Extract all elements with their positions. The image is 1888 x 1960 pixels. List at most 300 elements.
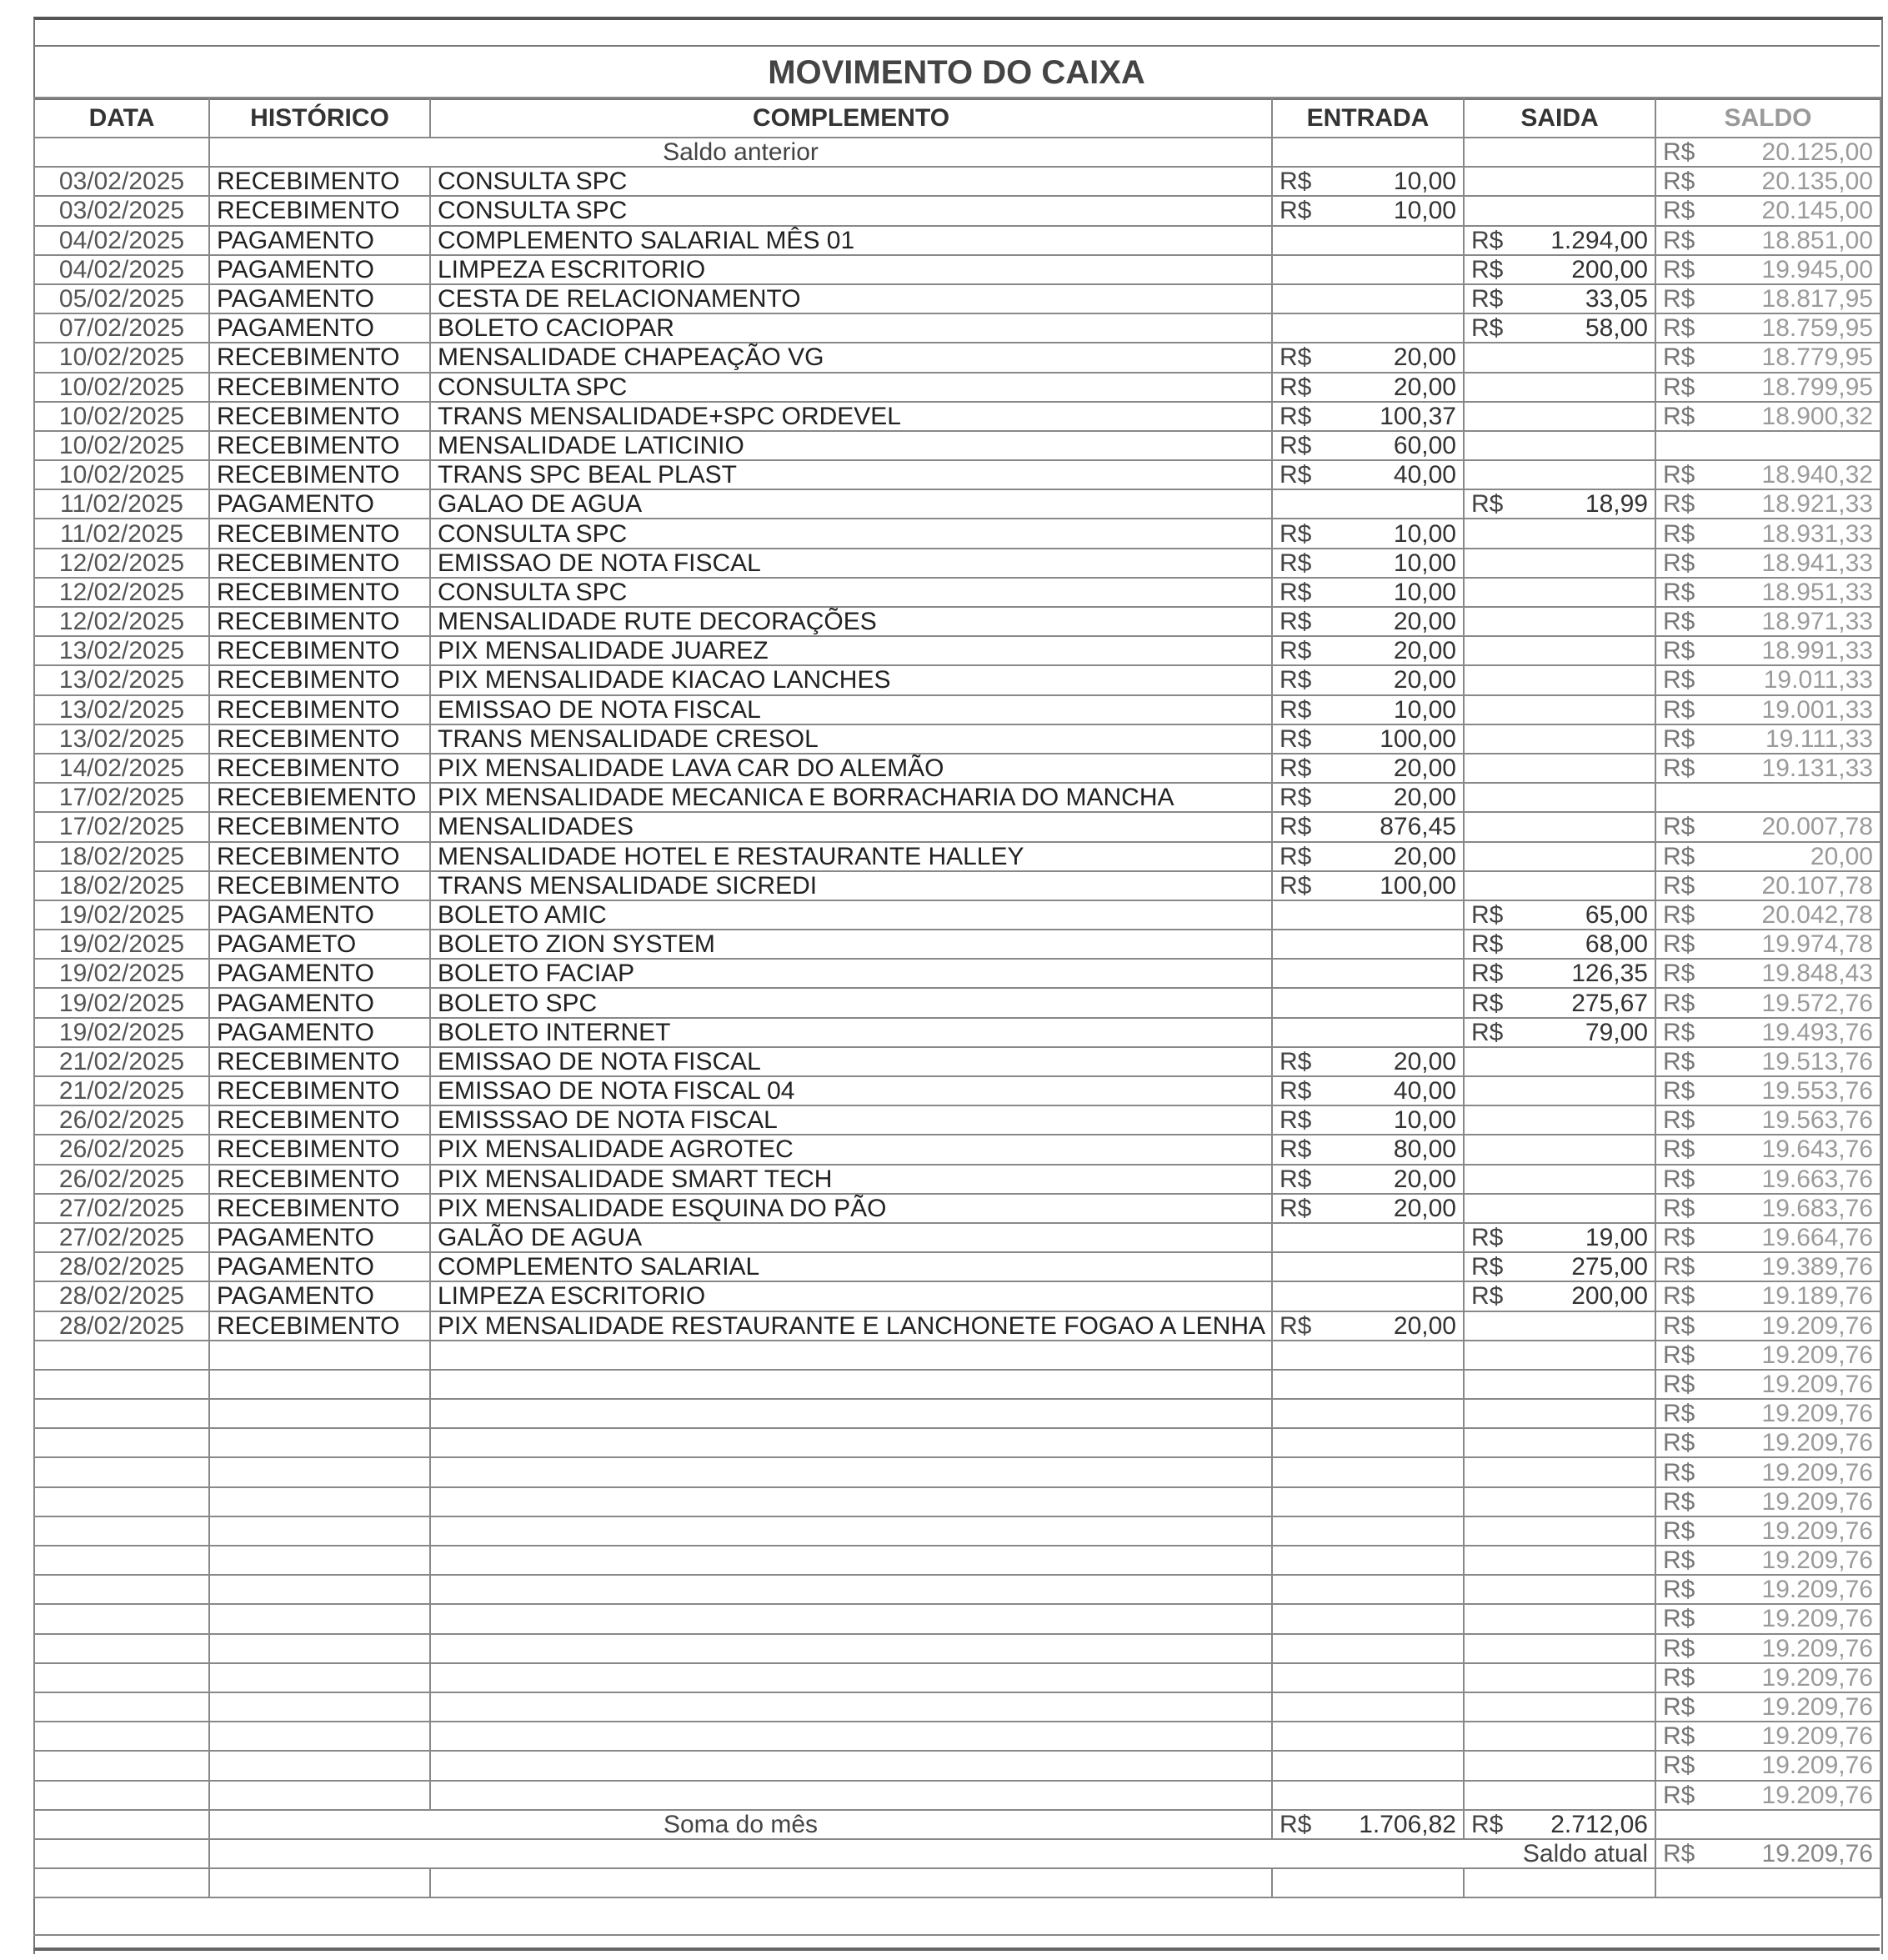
cell-empty [1272, 1341, 1464, 1370]
cell-complement: BOLETO AMIC [430, 900, 1272, 930]
cell-empty [209, 1868, 430, 1897]
table-row [34, 1105, 1880, 1135]
cell-empty [430, 1399, 1272, 1428]
cell-entry: 20,00 [1393, 1194, 1456, 1222]
cell-exit-cell [1464, 1194, 1655, 1223]
cell-empty [1464, 1457, 1655, 1486]
cell-balance-cell [1655, 373, 1880, 402]
cell-empty [1464, 1781, 1655, 1810]
cell-empty [1272, 1781, 1464, 1810]
cell-empty [1272, 1663, 1464, 1692]
cell-complement: PIX MENSALIDADE LAVA CAR DO ALEMÃO [430, 754, 1272, 783]
cell-entry: 20,00 [1393, 666, 1456, 694]
currency-symbol: R$ [1663, 1341, 1695, 1369]
cell-date: 19/02/2025 [34, 1018, 209, 1047]
cell-date: 21/02/2025 [34, 1076, 209, 1105]
cell-entry-cell [1272, 1311, 1464, 1341]
cell-balance: 20.107,78 [1761, 871, 1873, 900]
currency-symbol: R$ [1663, 1839, 1695, 1867]
cell-balance-cell [1655, 1516, 1880, 1546]
cell-balance: 20,00 [1810, 842, 1873, 870]
cell-exit-cell [1464, 1047, 1655, 1076]
currency-symbol: R$ [1663, 1253, 1695, 1281]
cell-history: PAGAMENTO [209, 1018, 430, 1047]
cell-exit-cell [1464, 812, 1655, 841]
cell-exit: 126,35 [1571, 960, 1648, 988]
cell-exit-cell [1464, 871, 1655, 900]
cell-complement: CONSULTA SPC [430, 196, 1272, 225]
cell-entry-cell [1272, 489, 1464, 519]
totals-exit: 2.712,06 [1550, 1810, 1648, 1838]
currency-symbol: R$ [1663, 1458, 1695, 1486]
currency-symbol: R$ [1280, 1165, 1312, 1193]
cell-history: RECEBIMENTO [209, 636, 430, 665]
cell-date: 19/02/2025 [34, 959, 209, 988]
cell-empty [1464, 1692, 1655, 1722]
cell-history: RECEBIMENTO [209, 695, 430, 724]
currency-symbol: R$ [1280, 1194, 1312, 1222]
cell-empty [430, 1604, 1272, 1633]
empty-table-row [34, 1546, 1880, 1575]
currency-symbol: R$ [1663, 900, 1695, 929]
cell-balance-cell [1655, 871, 1880, 900]
currency-symbol: R$ [1471, 1810, 1504, 1838]
cell-exit-cell [1464, 1135, 1655, 1164]
currency-symbol: R$ [1663, 608, 1695, 636]
cell-balance: 19.493,76 [1761, 1018, 1873, 1046]
cell-balance-cell [1655, 988, 1880, 1017]
table-row [34, 636, 1880, 665]
currency-symbol: R$ [1663, 724, 1695, 753]
cell-empty [1272, 1692, 1464, 1722]
cell-complement: BOLETO CACIOPAR [430, 313, 1272, 343]
cell-balance-cell [1655, 402, 1880, 431]
currency-symbol: R$ [1471, 255, 1504, 283]
cell-exit-cell [1464, 578, 1655, 607]
cell-balance-cell [1655, 489, 1880, 519]
empty-table-row [34, 1487, 1880, 1516]
cell-history: RECEBIMENTO [209, 1076, 430, 1105]
currency-symbol: R$ [1663, 1400, 1695, 1428]
cell-balance-cell [1655, 754, 1880, 783]
cell-balance-cell [1655, 1281, 1880, 1311]
cell-exit: 58,00 [1585, 314, 1648, 343]
cell-history: RECEBIMENTO [209, 812, 430, 841]
cell-balance: 19.209,76 [1761, 1516, 1873, 1545]
currency-symbol: R$ [1663, 1693, 1695, 1722]
cell-balance: 19.189,76 [1761, 1282, 1873, 1311]
cell-empty [430, 1428, 1272, 1457]
cell-exit-cell [1464, 1165, 1655, 1194]
cell-empty [34, 1781, 209, 1810]
table-row [34, 871, 1880, 900]
cell-entry: 80,00 [1393, 1135, 1456, 1164]
cell-history: PAGAMENTO [209, 1281, 430, 1311]
cell-entry: 100,00 [1380, 871, 1456, 900]
cell-balance: 18.991,33 [1761, 637, 1873, 665]
currency-symbol: R$ [1280, 666, 1312, 694]
cell-balance: 19.111,33 [1765, 724, 1873, 753]
empty-table-row [34, 1634, 1880, 1663]
currency-symbol: R$ [1663, 695, 1695, 724]
cell-history: PAGAMETO [209, 930, 430, 959]
currency-symbol: R$ [1663, 1663, 1695, 1692]
cell-empty [209, 1487, 430, 1516]
currency-symbol: R$ [1663, 226, 1695, 254]
totals-row [34, 1810, 1880, 1839]
cell-history: PAGAMENTO [209, 226, 430, 255]
currency-symbol: R$ [1663, 1605, 1695, 1633]
currency-symbol: R$ [1663, 1047, 1695, 1075]
cell-entry: 10,00 [1393, 549, 1456, 577]
cell-empty [34, 1370, 209, 1399]
cell-balance-cell [1655, 724, 1880, 754]
cell-balance-cell [1655, 431, 1880, 460]
currency-symbol: R$ [1663, 1311, 1695, 1340]
cell-date: 11/02/2025 [34, 489, 209, 519]
currency-symbol: R$ [1280, 1077, 1312, 1105]
cell-balance: 19.209,76 [1761, 1605, 1873, 1633]
cell-entry: 10,00 [1393, 168, 1456, 196]
cell-balance-cell [1655, 1018, 1880, 1047]
cell-empty [209, 1692, 430, 1722]
cell-date: 05/02/2025 [34, 284, 209, 313]
cell-exit-cell [1464, 959, 1655, 988]
cell-history: RECEBIMENTO [209, 578, 430, 607]
cell-empty [430, 1663, 1272, 1692]
header-balance: SALDO [1655, 98, 1880, 138]
cell-history: RECEBIMENTO [209, 1047, 430, 1076]
header-date: DATA [34, 98, 209, 138]
page-bottom-edge [33, 1934, 1880, 1951]
cell-empty [34, 138, 209, 167]
cell-history: RECEBIMENTO [209, 724, 430, 754]
cell-complement: BOLETO INTERNET [430, 1018, 1272, 1047]
cell-balance: 19.209,76 [1761, 1487, 1873, 1516]
cell-entry: 20,00 [1393, 373, 1456, 401]
cell-complement: TRANS MENSALIDADE CRESOL [430, 724, 1272, 754]
cell-empty [1655, 1868, 1880, 1897]
cell-empty [1272, 1487, 1464, 1516]
currency-symbol: R$ [1280, 549, 1312, 577]
cell-complement: PIX MENSALIDADE ESQUINA DO PÃO [430, 1194, 1272, 1223]
cell-empty [1272, 1399, 1464, 1428]
cell-complement: MENSALIDADE LATICINIO [430, 431, 1272, 460]
cell-balance-cell [1655, 1194, 1880, 1223]
cell-empty [34, 1457, 209, 1486]
cell-date: 10/02/2025 [34, 460, 209, 489]
table-row [34, 724, 1880, 754]
currency-symbol: R$ [1280, 168, 1312, 196]
cell-date: 19/02/2025 [34, 900, 209, 930]
cell-balance-cell [1655, 196, 1880, 225]
cell-entry: 10,00 [1393, 197, 1456, 225]
cell-entry-cell [1272, 167, 1464, 196]
cell-balance: 19.209,76 [1761, 1458, 1873, 1486]
cell-balance-cell [1655, 1751, 1880, 1780]
currency-symbol: R$ [1663, 1370, 1695, 1398]
cell-empty [34, 1516, 209, 1546]
cell-complement: COMPLEMENTO SALARIAL [430, 1252, 1272, 1281]
table-row [34, 343, 1880, 372]
cell-date: 19/02/2025 [34, 988, 209, 1017]
cell-history: RECEBIMENTO [209, 549, 430, 578]
cell-history: RECEBIMENTO [209, 1311, 430, 1341]
table-row [34, 1076, 1880, 1105]
cell-complement: MENSALIDADE RUTE DECORAÇÕES [430, 607, 1272, 636]
table-header-row [34, 98, 1880, 138]
cell-balance-cell [1655, 900, 1880, 930]
cell-balance-cell [1655, 842, 1880, 871]
cell-date: 17/02/2025 [34, 783, 209, 812]
cell-complement: MENSALIDADES [430, 812, 1272, 841]
cell-exit-cell [1464, 1105, 1655, 1135]
cell-balance-cell [1655, 1311, 1880, 1341]
table-row [34, 842, 1880, 871]
cell-entry-cell [1272, 695, 1464, 724]
cell-balance: 20.042,78 [1761, 900, 1873, 929]
cell-history: RECEBIMENTO [209, 1105, 430, 1135]
cell-date: 13/02/2025 [34, 695, 209, 724]
currency-symbol: R$ [1471, 314, 1504, 343]
cell-balance: 20.007,78 [1761, 813, 1873, 841]
cell-entry: 20,00 [1393, 637, 1456, 665]
cell-entry: 20,00 [1393, 754, 1456, 783]
empty-table-row [34, 1575, 1880, 1604]
cell-date: 03/02/2025 [34, 196, 209, 225]
currency-symbol: R$ [1663, 1165, 1695, 1193]
cell-empty [1272, 1722, 1464, 1751]
empty-table-row [34, 1692, 1880, 1722]
cell-date: 26/02/2025 [34, 1105, 209, 1135]
cell-balance-cell [1655, 1341, 1880, 1370]
table-row [34, 1281, 1880, 1311]
currency-symbol: R$ [1280, 373, 1312, 401]
currency-symbol: R$ [1471, 285, 1504, 313]
cell-empty [1272, 1575, 1464, 1604]
table-row [34, 607, 1880, 636]
cell-entry-cell [1272, 842, 1464, 871]
cell-date: 12/02/2025 [34, 607, 209, 636]
cell-empty [209, 1457, 430, 1486]
cell-empty [1272, 1751, 1464, 1780]
cell-exit-cell [1464, 636, 1655, 665]
cell-balance-cell [1655, 1781, 1880, 1810]
cell-entry: 20,00 [1393, 343, 1456, 372]
currency-symbol: R$ [1471, 960, 1504, 988]
cell-balance: 18.941,33 [1761, 549, 1873, 577]
table-row [34, 665, 1880, 694]
empty-table-row [34, 1722, 1880, 1751]
cell-entry: 20,00 [1393, 608, 1456, 636]
cell-history: RECEBIMENTO [209, 431, 430, 460]
cell-entry-cell [1272, 460, 1464, 489]
currency-symbol: R$ [1663, 842, 1695, 870]
cell-entry-cell [1272, 724, 1464, 754]
cell-complement: CONSULTA SPC [430, 373, 1272, 402]
cell-balance-cell [1655, 1575, 1880, 1604]
cell-history: PAGAMENTO [209, 489, 430, 519]
cell-complement: GALAO DE AGUA [430, 489, 1272, 519]
cell-balance-cell [1655, 1135, 1880, 1164]
table-row [34, 313, 1880, 343]
cell-empty [34, 1722, 209, 1751]
table-row [34, 402, 1880, 431]
cell-balance-cell [1655, 255, 1880, 284]
currency-symbol: R$ [1663, 1282, 1695, 1311]
cell-history: RECEBIMENTO [209, 1135, 430, 1164]
cell-empty [1464, 1868, 1655, 1897]
empty-table-row [34, 1781, 1880, 1810]
cell-entry-cell [1272, 1018, 1464, 1047]
empty-table-row [34, 1341, 1880, 1370]
table-row [34, 460, 1880, 489]
cell-complement: BOLETO ZION SYSTEM [430, 930, 1272, 959]
cell-entry-cell [1272, 313, 1464, 343]
cell-exit-cell [1464, 1223, 1655, 1252]
currency-symbol: R$ [1280, 842, 1312, 870]
cell-balance: 19.664,76 [1761, 1224, 1873, 1252]
page-title: MOVIMENTO DO CAIXA [33, 45, 1880, 100]
cell-balance-cell [1655, 1076, 1880, 1105]
cell-entry-cell [1272, 343, 1464, 372]
cell-exit-cell [1464, 402, 1655, 431]
currency-symbol: R$ [1471, 490, 1504, 519]
cell-balance-cell [1655, 1252, 1880, 1281]
cell-empty [209, 1516, 430, 1546]
cell-entry-cell [1272, 284, 1464, 313]
cell-history: RECEBIMENTO [209, 607, 430, 636]
cell-entry-cell [1272, 665, 1464, 694]
cell-exit-cell [1464, 313, 1655, 343]
cell-empty [1272, 1868, 1464, 1897]
cell-balance-cell [1655, 607, 1880, 636]
currency-symbol: R$ [1471, 1018, 1504, 1046]
cell-date: 13/02/2025 [34, 636, 209, 665]
cell-entry: 60,00 [1393, 431, 1456, 459]
table-row [34, 1047, 1880, 1076]
cell-balance: 19.209,76 [1761, 1663, 1873, 1692]
cell-empty [430, 1868, 1272, 1897]
cell-empty [209, 1575, 430, 1604]
cell-date: 11/02/2025 [34, 519, 209, 548]
cell-entry-cell [1272, 1076, 1464, 1105]
currency-symbol: R$ [1663, 813, 1695, 841]
previous-balance-value-cell [1655, 138, 1880, 167]
currency-symbol: R$ [1663, 1634, 1695, 1662]
cell-empty [430, 1341, 1272, 1370]
cell-empty [34, 1663, 209, 1692]
cell-exit: 275,67 [1571, 989, 1648, 1017]
currency-symbol: R$ [1280, 754, 1312, 783]
cell-exit-cell [1464, 373, 1655, 402]
cell-entry: 876,45 [1380, 813, 1456, 841]
cell-date: 28/02/2025 [34, 1311, 209, 1341]
cell-balance: 19.209,76 [1761, 1752, 1873, 1780]
cell-complement: LIMPEZA ESCRITORIO [430, 255, 1272, 284]
cell-entry-cell [1272, 402, 1464, 431]
currency-symbol: R$ [1663, 989, 1695, 1017]
cell-complement: PIX MENSALIDADE SMART TECH [430, 1165, 1272, 1194]
cell-date: 26/02/2025 [34, 1135, 209, 1164]
table-row [34, 1311, 1880, 1341]
table-row [34, 1135, 1880, 1164]
cell-date: 26/02/2025 [34, 1165, 209, 1194]
cell-entry: 20,00 [1393, 784, 1456, 812]
cell-balance: 19.209,76 [1761, 1722, 1873, 1751]
cell-balance-cell [1655, 460, 1880, 489]
table-row [34, 1165, 1880, 1194]
cell-entry-cell [1272, 373, 1464, 402]
empty-table-row [34, 1663, 1880, 1692]
cell-complement: PIX MENSALIDADE AGROTEC [430, 1135, 1272, 1164]
cell-entry-cell [1272, 607, 1464, 636]
cell-empty [1272, 1370, 1464, 1399]
cell-date: 13/02/2025 [34, 724, 209, 754]
cell-complement: EMISSAO DE NOTA FISCAL 04 [430, 1076, 1272, 1105]
cell-exit-cell [1464, 519, 1655, 548]
cell-empty [430, 1634, 1272, 1663]
cell-entry-cell [1272, 196, 1464, 225]
table-row [34, 226, 1880, 255]
cell-balance-cell [1655, 1370, 1880, 1399]
cell-empty [430, 1722, 1272, 1751]
currency-symbol: R$ [1280, 197, 1312, 225]
cell-balance: 19.209,76 [1761, 1400, 1873, 1428]
currency-symbol: R$ [1663, 1224, 1695, 1252]
cell-balance: 19.001,33 [1761, 695, 1873, 724]
cell-balance-cell [1655, 1487, 1880, 1516]
cell-empty [34, 1692, 209, 1722]
cell-balance: 19.011,33 [1763, 666, 1873, 694]
cell-history: RECEBIMENTO [209, 460, 430, 489]
currency-symbol: R$ [1663, 461, 1695, 489]
cell-balance: 18.779,95 [1761, 343, 1873, 372]
cell-entry-cell [1272, 431, 1464, 460]
empty-table-row [34, 1516, 1880, 1546]
cell-balance: 19.848,43 [1761, 960, 1873, 988]
cell-exit-cell [1464, 724, 1655, 754]
cell-balance-cell [1655, 959, 1880, 988]
cell-balance: 18.971,33 [1761, 608, 1873, 636]
cell-exit-cell [1464, 489, 1655, 519]
cell-empty [1464, 1604, 1655, 1633]
currency-symbol: R$ [1663, 871, 1695, 900]
cell-empty [209, 1428, 430, 1457]
cell-empty [430, 1575, 1272, 1604]
currency-symbol: R$ [1280, 431, 1312, 459]
currency-symbol: R$ [1280, 1311, 1312, 1340]
cell-empty [209, 1546, 430, 1575]
cell-entry-cell [1272, 1281, 1464, 1311]
cell-entry: 20,00 [1393, 1311, 1456, 1340]
table-row [34, 930, 1880, 959]
table-row [34, 812, 1880, 841]
cell-balance-cell [1655, 1634, 1880, 1663]
cell-balance-cell [1655, 812, 1880, 841]
empty-table-row [34, 1751, 1880, 1780]
cell-history: PAGAMENTO [209, 313, 430, 343]
blank-row [34, 1868, 1880, 1897]
cell-date: 10/02/2025 [34, 402, 209, 431]
cell-empty [209, 1341, 430, 1370]
cash-movement-table [33, 97, 1881, 1898]
cell-date: 07/02/2025 [34, 313, 209, 343]
cell-entry: 20,00 [1393, 1165, 1456, 1193]
currency-symbol: R$ [1663, 637, 1695, 665]
header-exit: SAIDA [1464, 98, 1655, 138]
empty-table-row [34, 1457, 1880, 1486]
